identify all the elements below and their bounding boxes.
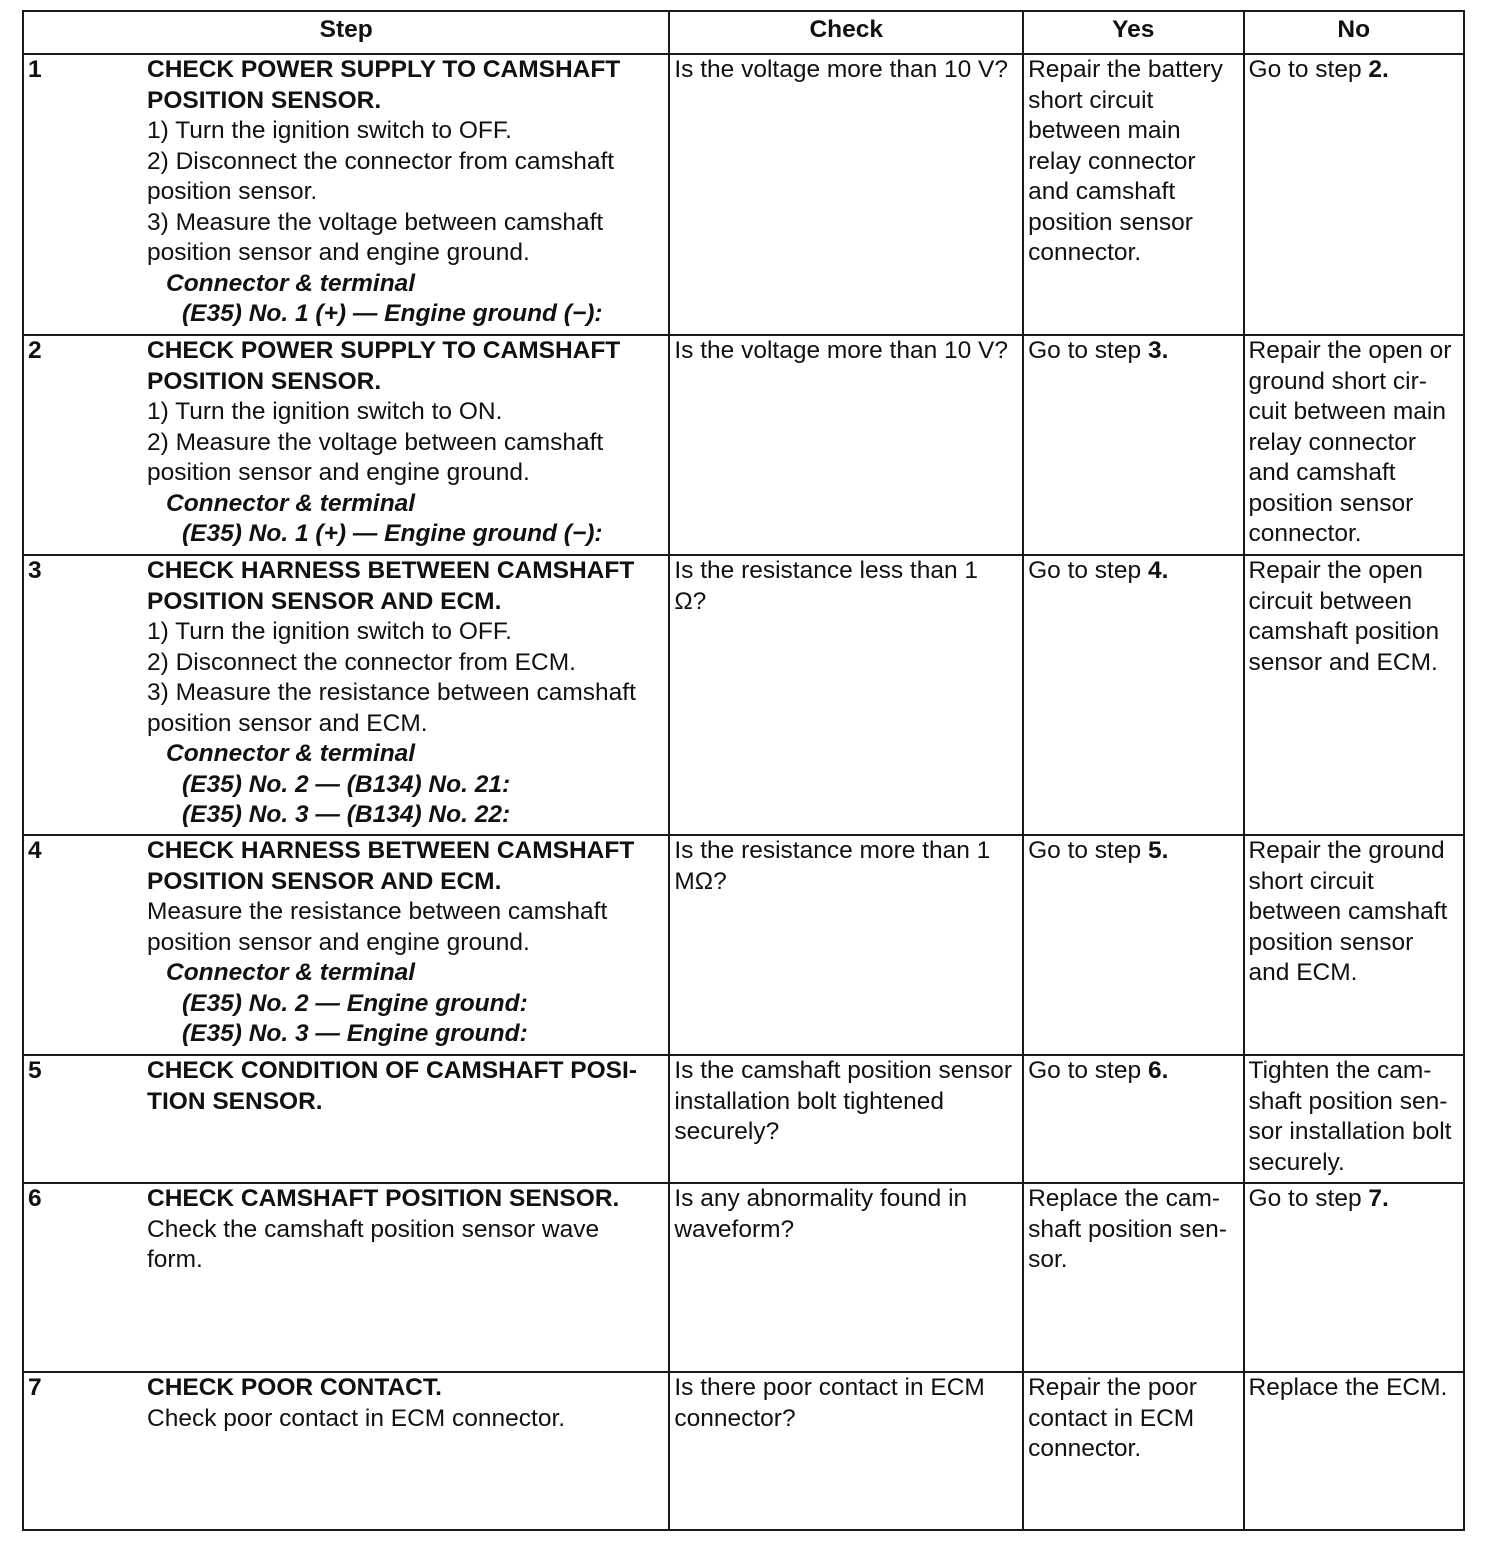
table-row (23, 54, 1464, 335)
diagnostic-table (22, 10, 1465, 1531)
step-instruction: 2) Measure the voltage between camshaft position sensor and engine ground. (147, 428, 604, 486)
step-body (147, 556, 668, 831)
step-cell (23, 1055, 669, 1183)
step-number: 5 (28, 1057, 42, 1084)
check-text: Is there poor contact in ECM connector? (674, 1374, 985, 1432)
yes-text (1028, 1184, 1238, 1276)
check-text: Is any abnormality found in waveform? (674, 1185, 968, 1243)
step-body (147, 55, 668, 330)
step-cell (23, 1372, 669, 1530)
no-text (1249, 1373, 1459, 1404)
yes-text (1028, 336, 1238, 367)
yes-text-main: Go to step (1028, 837, 1148, 864)
check-cell (669, 1183, 1023, 1372)
no-step-ref: 7. (1368, 1185, 1389, 1212)
yes-text (1028, 836, 1238, 867)
connector-terminal-heading: Connector & terminal (166, 959, 416, 986)
no-text-main: Repair the open or ground short cir- cuit between main relay connector and camshaft position sensor connector. (1248, 337, 1452, 547)
no-text (1249, 556, 1459, 678)
step-body (147, 1056, 668, 1117)
yes-cell (1023, 1372, 1243, 1530)
no-text (1249, 55, 1459, 86)
no-text (1249, 336, 1459, 550)
yes-text-main: Repair the battery short circuit between main relay connector and camshaft position sensor connector. (1028, 56, 1223, 266)
yes-text-main: Replace the cam- shaft position sen- sor. (1028, 1185, 1227, 1273)
step-number: 7 (28, 1374, 42, 1401)
step-title: CHECK POWER SUPPLY TO CAMSHAFT POSITION SENSOR. (147, 337, 621, 395)
no-text-main: Repair the open circuit between camshaft position sensor and ECM. (1248, 557, 1440, 676)
step-number: 4 (28, 837, 42, 864)
check-text: Is the camshaft position sensor installation bolt tightened securely? (674, 1057, 1013, 1145)
table-body (23, 54, 1464, 1530)
no-text-main: Tighten the cam- shaft position sen- sor installation bolt securely. (1248, 1057, 1452, 1176)
step-instruction: 3) Measure the voltage between camshaft position sensor and engine ground. (147, 208, 604, 266)
connector-terminal-spec: (E35) No. 3 — Engine ground: (182, 1020, 528, 1047)
step-number: 2 (28, 337, 42, 364)
no-cell (1244, 1055, 1464, 1183)
connector-terminal-heading: Connector & terminal (166, 269, 416, 297)
yes-text (1028, 55, 1238, 269)
step-cell (23, 1183, 669, 1372)
yes-cell (1023, 54, 1243, 335)
header-step: Step (23, 11, 669, 54)
yes-cell (1023, 1183, 1243, 1372)
step-body (147, 836, 668, 1050)
table-row (23, 335, 1464, 555)
no-step-ref: 2. (1368, 56, 1389, 83)
connector-terminal-spec: (E35) No. 2 — Engine ground: (182, 989, 528, 1017)
check-cell (669, 335, 1023, 555)
connector-terminal-spec: (E35) No. 1 (+) — Engine ground (−): (182, 520, 603, 547)
step-number: 6 (28, 1185, 42, 1212)
step-title: CHECK POWER SUPPLY TO CAMSHAFT POSITION SENSOR. (147, 56, 621, 114)
no-cell (1244, 1372, 1464, 1530)
yes-text-main: Go to step (1028, 337, 1148, 364)
check-cell (669, 555, 1023, 835)
table-row (23, 835, 1464, 1055)
table-row (23, 1055, 1464, 1183)
step-title: CHECK HARNESS BETWEEN CAMSHAFT POSITION SENSOR AND ECM. (147, 837, 635, 895)
step-cell (23, 555, 669, 835)
step-instruction: 2) Disconnect the connector from camshaft position sensor. (147, 147, 615, 205)
header-no: No (1244, 11, 1464, 54)
no-text-main: Repair the ground short circuit between camshaft position sensor and ECM. (1248, 837, 1448, 986)
connector-terminal-heading: Connector & terminal (166, 489, 416, 517)
no-cell (1244, 1183, 1464, 1372)
yes-step-ref: 4. (1147, 557, 1169, 584)
connector-terminal-spec: (E35) No. 2 — (B134) No. 21: (182, 770, 511, 798)
yes-text (1028, 556, 1238, 587)
connector-terminal-spec: (E35) No. 3 — (B134) No. 22: (182, 801, 511, 828)
no-text-main: Go to step (1248, 56, 1369, 83)
yes-text-main: Go to step (1028, 1057, 1148, 1084)
table-row (23, 1183, 1464, 1372)
table-row (23, 1372, 1464, 1530)
connector-terminal-heading: Connector & terminal (166, 740, 416, 767)
check-text: Is the resistance less than 1 Ω? (674, 557, 979, 615)
yes-text-main: Go to step (1028, 557, 1148, 584)
check-text: Is the voltage more than 10 V? (674, 337, 1009, 364)
step-cell (23, 335, 669, 555)
check-cell (669, 835, 1023, 1055)
step-body (147, 1184, 668, 1276)
no-text-main: Replace the ECM. (1248, 1374, 1448, 1401)
step-body (147, 1373, 668, 1434)
connector-terminal-spec: (E35) No. 1 (+) — Engine ground (−): (182, 300, 603, 327)
step-title: CHECK CAMSHAFT POSITION SENSOR. (147, 1185, 620, 1212)
step-title: CHECK POOR CONTACT. (147, 1374, 442, 1401)
step-instruction: Measure the resistance between camshaft position sensor and engine ground. (147, 898, 608, 956)
no-cell (1244, 335, 1464, 555)
no-text-main: Go to step (1248, 1185, 1369, 1212)
step-instruction: 1) Turn the ignition switch to OFF. (147, 618, 512, 645)
yes-text-main: Repair the poor contact in ECM connector. (1028, 1374, 1197, 1462)
step-body (147, 336, 668, 550)
check-cell (669, 1372, 1023, 1530)
step-title: CHECK CONDITION OF CAMSHAFT POSI- TION SENSOR. (147, 1057, 637, 1115)
step-instruction: 1) Turn the ignition switch to OFF. (147, 117, 512, 144)
check-text: Is the voltage more than 10 V? (674, 56, 1009, 83)
yes-step-ref: 3. (1147, 337, 1169, 364)
step-cell (23, 54, 669, 335)
no-cell (1244, 54, 1464, 335)
yes-cell (1023, 1055, 1243, 1183)
step-number: 3 (28, 557, 42, 584)
check-cell (669, 54, 1023, 335)
step-title: CHECK HARNESS BETWEEN CAMSHAFT POSITION SENSOR AND ECM. (147, 557, 635, 615)
step-instruction: 3) Measure the resistance between camshaft position sensor and ECM. (147, 679, 636, 737)
no-cell (1244, 555, 1464, 835)
step-instruction: 2) Disconnect the connector from ECM. (147, 648, 576, 676)
check-text: Is the resistance more than 1 MΩ? (674, 837, 991, 895)
table-header (23, 11, 1464, 54)
no-text (1249, 1184, 1459, 1215)
yes-cell (1023, 555, 1243, 835)
yes-text (1028, 1056, 1238, 1087)
step-instruction: Check poor contact in ECM connector. (147, 1404, 566, 1432)
no-text (1249, 1056, 1459, 1178)
no-cell (1244, 835, 1464, 1055)
header-yes: Yes (1023, 11, 1243, 54)
step-instruction: Check the camshaft position sensor wave form. (147, 1215, 600, 1273)
step-number: 1 (28, 56, 42, 83)
header-row (23, 11, 1464, 54)
step-cell (23, 835, 669, 1055)
yes-step-ref: 6. (1147, 1057, 1169, 1084)
no-text (1249, 836, 1459, 989)
table-row (23, 555, 1464, 835)
yes-cell (1023, 835, 1243, 1055)
yes-text (1028, 1373, 1238, 1465)
yes-cell (1023, 335, 1243, 555)
check-cell (669, 1055, 1023, 1183)
step-instruction: 1) Turn the ignition switch to ON. (147, 398, 503, 425)
yes-step-ref: 5. (1147, 837, 1169, 864)
header-check: Check (669, 11, 1023, 54)
